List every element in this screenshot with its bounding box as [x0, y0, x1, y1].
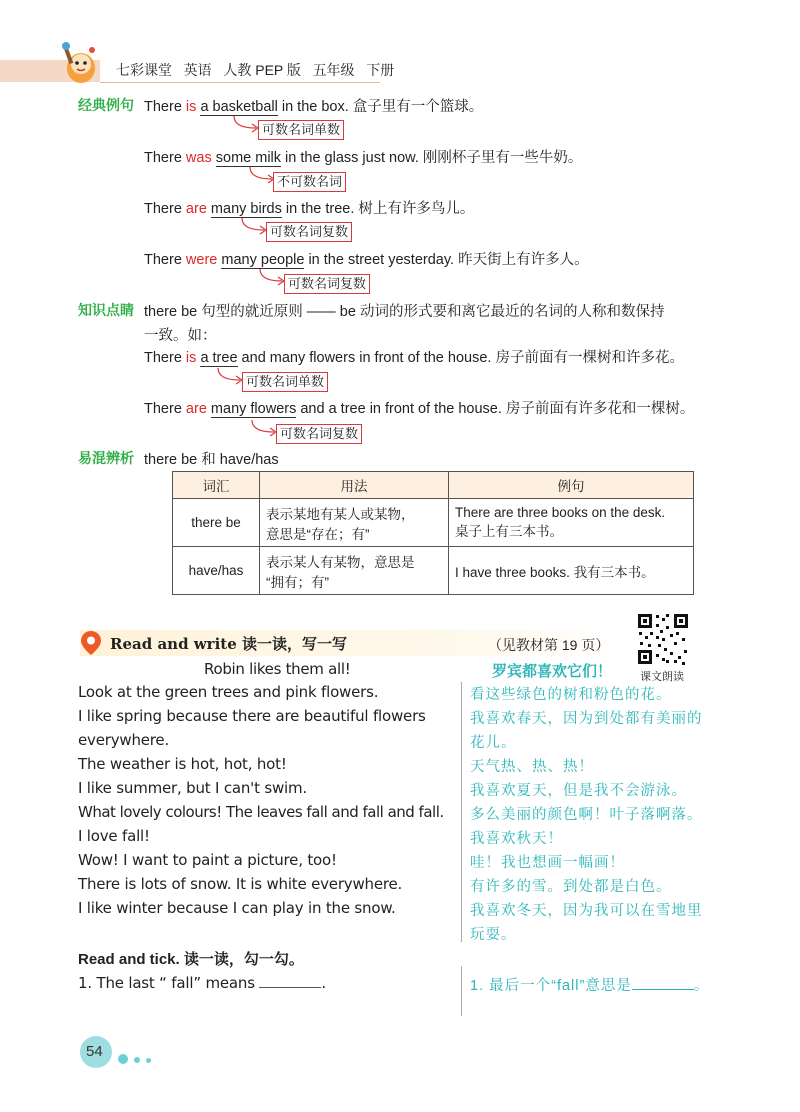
comparison-table	[172, 471, 694, 595]
story-line-en: everywhere.	[78, 731, 170, 749]
story-title-zh: 罗宾都喜欢它们！	[492, 663, 613, 680]
answer-blank[interactable]	[259, 987, 321, 988]
story-line-zh: 有许多的雪。到处都是白色。	[470, 879, 672, 895]
table-cell: have/has	[173, 547, 260, 595]
table-cell: there be	[173, 499, 260, 547]
decor-dot	[118, 1054, 128, 1064]
story-line-en: Wow! I want to paint a picture, too!	[78, 851, 337, 869]
table-header: 用法	[260, 472, 449, 499]
story-line-en: The weather is hot, hot, hot!	[78, 755, 287, 773]
decor-dot	[134, 1057, 140, 1063]
question-1-en: 1. The last “ fall” means .	[78, 974, 326, 992]
story-line-zh: 我喜欢春天，因为到处都有美丽的	[470, 711, 703, 727]
story-title-en: Robin likes them all!	[204, 660, 351, 678]
annotation-label: 不可数名词	[273, 172, 346, 192]
knowledge-sentence-1: There is a tree and many flowers in front of the house. 房子前面有一棵树和许多花。	[144, 350, 684, 366]
table-cell: I have three books. 我有三本书。	[449, 547, 694, 595]
table-cell: There are three books on the desk. 桌子上有三本书。	[449, 499, 694, 547]
annotation-label: 可数名词单数	[258, 120, 344, 140]
story-line-zh: 我喜欢冬天，因为我可以在雪地里	[470, 903, 703, 919]
story-line-en: Look at the green trees and pink flowers.	[78, 683, 379, 701]
answer-blank[interactable]	[632, 989, 694, 990]
examples-tag: 经典例句	[78, 97, 134, 113]
header-subject: 英语	[183, 62, 212, 78]
story-line-en: I like summer, but I can't swim.	[78, 779, 307, 797]
story-line-en: I love fall!	[78, 827, 150, 845]
header-title	[116, 60, 394, 80]
header-divider	[100, 82, 380, 83]
question-1-zh: 1. 最后一个“fall”意思是 。	[470, 978, 710, 994]
story-line-zh: 玩耍。	[470, 927, 517, 943]
header-grade: 五年级	[312, 62, 355, 78]
annotation-label: 可数名词单数	[242, 372, 328, 392]
read-write-title: Read and write 读一读，写一写	[110, 635, 347, 653]
example-sentence-1: There is a basketball in the box. 盒子里有一个篮球。	[144, 99, 484, 115]
annotation-label: 可数名词复数	[266, 222, 352, 242]
knowledge-rule-line2: 一致。如：	[144, 328, 217, 344]
table-header: 例句	[449, 472, 694, 499]
story-line-zh: 我喜欢秋天！	[470, 831, 563, 847]
table-row	[173, 499, 694, 547]
annotation-label: 可数名词复数	[284, 274, 370, 294]
qr-label: 课文朗读	[640, 671, 684, 683]
header-edition: 人教 PEP 版	[223, 62, 301, 78]
story-line-zh: 多么美丽的颜色啊！叶子落啊落。	[470, 807, 703, 823]
story-line-zh: 看这些绿色的树和粉色的花。	[470, 687, 672, 703]
story-line-zh: 花儿。	[470, 735, 517, 751]
story-line-zh: 哇！我也想画一幅画！	[470, 855, 625, 871]
confusion-tag: 易混辨析	[78, 450, 134, 466]
table-row	[173, 547, 694, 595]
page-number: 54	[86, 1043, 103, 1060]
table-cell: 表示某人有某物，意思是 “拥有；有”	[260, 547, 449, 595]
qr-code-icon[interactable]	[636, 612, 690, 666]
header-brand: 七彩课堂	[116, 62, 172, 78]
table-cell: 表示某地有某人或某物， 意思是“存在；有”	[260, 499, 449, 547]
location-pin-icon	[80, 630, 102, 656]
knowledge-sentence-2: There are many flowers and a tree in front of the house. 房子前面有许多花和一棵树。	[144, 401, 695, 417]
knowledge-rule-line1: there be 句型的就近原则 —— be 动词的形式要和离它最近的名词的人称和数保持	[144, 304, 665, 320]
example-sentence-4: There were many people in the street yesterday. 昨天街上有许多人。	[144, 252, 589, 268]
annotation-label: 可数名词复数	[276, 424, 362, 444]
story-line-en: I like winter because I can play in the snow.	[78, 899, 396, 917]
example-sentence-3: There are many birds in the tree. 树上有许多鸟儿。	[144, 201, 475, 217]
column-divider	[461, 966, 462, 1016]
textbook-page-ref: （见教材第 19 页）	[488, 637, 610, 653]
story-line-zh: 天气热、热、热！	[470, 759, 594, 775]
story-line-en: I like spring because there are beautiful flowers	[78, 707, 426, 725]
column-divider	[461, 682, 462, 942]
header-volume: 下册	[366, 62, 395, 78]
confusion-title: there be 和 have/has	[144, 452, 279, 468]
decor-dot	[146, 1058, 151, 1063]
read-tick-title: Read and tick. 读一读，勾一勾。	[78, 951, 304, 968]
story-line-en: What lovely colours! The leaves fall and fall and fall.	[78, 803, 444, 821]
story-line-zh: 我喜欢夏天，但是我不会游泳。	[470, 783, 687, 799]
knowledge-tag: 知识点睛	[78, 302, 134, 318]
mascot-icon	[58, 40, 104, 86]
story-line-en: There is lots of snow. It is white everywhere.	[78, 875, 403, 893]
table-header: 词汇	[173, 472, 260, 499]
example-sentence-2: There was some milk in the glass just now. 刚刚杯子里有一些牛奶。	[144, 150, 583, 166]
